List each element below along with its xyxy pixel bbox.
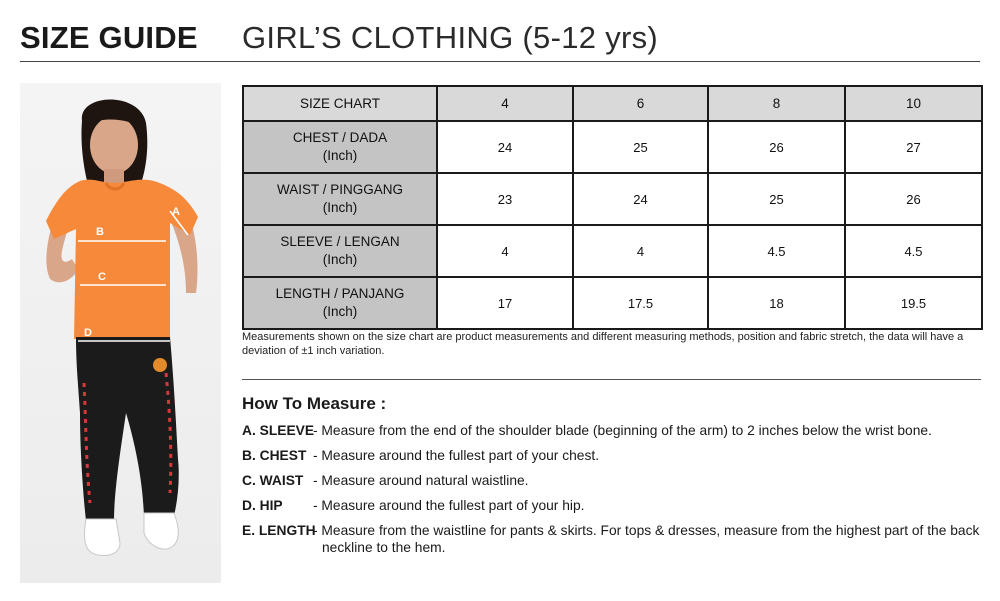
model-photo [20,83,221,583]
table-cell: 26 [708,121,845,173]
row-label-text: CHEST / DADA [292,130,388,145]
table-cell: 4.5 [708,225,845,277]
right-shoe [144,513,178,549]
how-to-title: How To Measure : [242,394,387,413]
row-unit-text: (Inch) [322,200,358,215]
page-title: SIZE GUIDE [20,20,198,55]
table-cell: 18 [708,277,845,329]
item-text: - Measure around natural waistline. [313,473,529,488]
row-label-length [243,277,437,329]
item-text: - Measure from the end of the shoulder blade (beginning of the arm) to 2 inches below the wrist bone. [313,423,932,438]
size-4-header: 4 [437,86,573,121]
table-cell: 24 [573,173,708,225]
list-item-length [242,522,982,556]
item-key: A. SLEEVE [242,423,315,438]
table-cell: 17.5 [573,277,708,329]
left-shoe [85,519,121,556]
list-item-chest [242,447,982,464]
table-cell: 17 [437,277,573,329]
size-chart-table [242,85,983,330]
row-unit-text: (Inch) [322,148,358,163]
table-row-chest [243,121,982,173]
table-header-row [243,86,982,121]
header [20,14,980,62]
item-key: D. HIP [242,498,283,513]
table-cell: 27 [845,121,982,173]
list-item-hip [242,497,982,514]
size-6-header: 6 [573,86,708,121]
table-row-sleeve [243,225,982,277]
pants-logo [153,358,167,372]
table-cell: 25 [708,173,845,225]
shirt-shape [46,180,198,339]
row-label-chest [243,121,437,173]
table-row-length [243,277,982,329]
row-label-text: WAIST / PINGGANG [276,182,403,197]
size-8-header: 8 [708,86,845,121]
table-cell: 19.5 [845,277,982,329]
marker-a: A [172,206,180,218]
face-shape [90,116,138,174]
row-label-text: SLEEVE / LENGAN [280,234,400,249]
item-text: - Measure from the waistline for pants & skirts. For tops & dresses, measure from the highest part of the back neckline to the hem. [313,523,980,555]
size-10-header: 10 [845,86,982,121]
row-label-waist [243,173,437,225]
row-unit-text: (Inch) [322,304,358,319]
marker-c: C [98,271,106,283]
row-label-text: LENGTH / PANJANG [275,286,405,301]
size-chart-corner: SIZE CHART [243,86,437,121]
table-cell: 23 [437,173,573,225]
page-subtitle: GIRL’S CLOTHING (5-12 yrs) [242,20,659,55]
marker-b: B [96,226,104,238]
item-text: - Measure around the fullest part of your hip. [313,498,585,513]
table-row-waist [243,173,982,225]
row-unit-text: (Inch) [322,252,358,267]
how-to-list [242,422,982,564]
table-cell: 4 [573,225,708,277]
row-label-sleeve [243,225,437,277]
model-illustration [20,83,221,583]
list-item-sleeve [242,422,982,439]
marker-d: D [84,327,92,339]
header-divider [20,61,980,62]
measurement-note: Measurements shown on the size chart are product measurements and different measuring methods, position and fabric stretch, the data will have a deviation of ±1 inch variation. [242,331,964,357]
table-cell: 24 [437,121,573,173]
item-text: - Measure around the fullest part of your chest. [313,448,600,463]
item-key: E. LENGTH [242,523,316,538]
section-divider [242,379,981,380]
table-cell: 25 [573,121,708,173]
item-key: C. WAIST [242,473,304,488]
table-cell: 4 [437,225,573,277]
item-key: B. CHEST [242,448,307,463]
table-cell: 26 [845,173,982,225]
table-cell: 4.5 [845,225,982,277]
list-item-waist [242,472,982,489]
